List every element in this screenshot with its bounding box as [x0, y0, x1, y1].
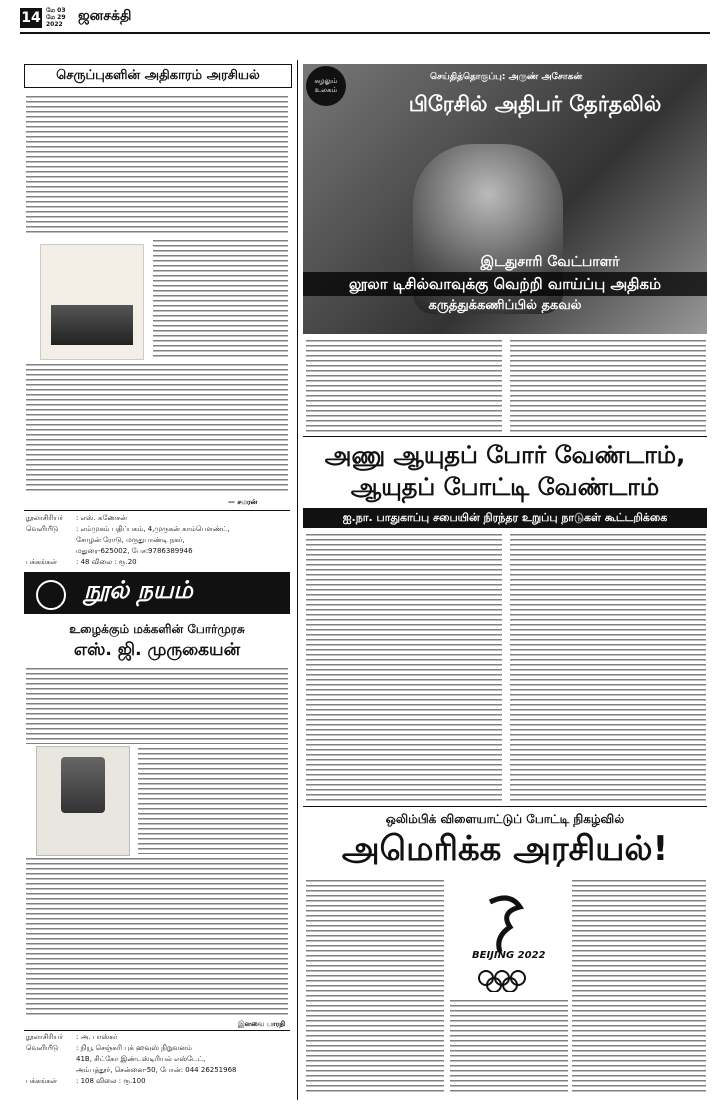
- meta-row: மதுரை-625002, பேச:9786389946: [76, 547, 193, 555]
- meta-row: வெளியீடு : எம்முகம் பதிப்பகம், 4,முருகன் காம்பௌண்ட்,: [26, 525, 230, 533]
- nuclear-top-rule: [303, 436, 707, 437]
- olympics-body-left: [306, 880, 444, 1094]
- olympics-body-right: [572, 880, 706, 1094]
- olympics-top-rule: [303, 806, 707, 807]
- brazil-body-right: [510, 340, 706, 432]
- brazil-headline: பிரேசில் அதிபர் தேர்தலில்: [408, 92, 662, 116]
- article1-author: — சமரன்: [228, 498, 258, 506]
- article1-title-box: [24, 64, 292, 88]
- article1-body-top: [26, 96, 288, 236]
- olympics-kicker: ஒலிம்பிக் விளையாட்டுப் போட்டி நிகழ்வில்: [385, 812, 625, 826]
- meta-row: அம்பத்தூர், சென்னை-50, போன்: 044 26251968: [76, 1066, 237, 1074]
- article2-meta: [26, 1032, 288, 1087]
- brazil-caption3: கருத்துக்கணிப்பில் தகவல்: [428, 298, 582, 313]
- article2-title-line2: எஸ். ஜி. முருகையன்: [73, 640, 241, 660]
- column-divider: [297, 60, 298, 1100]
- article2-body-top: [26, 668, 288, 744]
- meta-row: பக்கங்கள் : 108 விலை : ரூ.100: [26, 1077, 146, 1085]
- beijing-logo: [450, 882, 570, 992]
- world-badge: சுழலும் உலகம்: [306, 66, 346, 106]
- nuclear-headline-line1: அணு ஆயுதப் போர் வேண்டாம்,: [324, 441, 686, 469]
- meta1-top-rule: [24, 510, 290, 511]
- book-cover-illustration: [51, 305, 133, 345]
- book-cover-image: [40, 244, 144, 360]
- article1-meta: [26, 513, 288, 568]
- meta-row: பக்கங்கள் : 48 விலை : ரூ.20: [26, 558, 137, 566]
- article2-body-right: [138, 748, 288, 854]
- meta-row: நூலாசிரியர் : எஸ். கணேசன்: [26, 514, 128, 522]
- page-number: 14: [21, 10, 41, 26]
- meta-row: வெளியீடு : நியூ செஞ்சுரி புக் ஹவுஸ் நிறுவனம்: [26, 1044, 192, 1052]
- author-portrait: [61, 757, 105, 813]
- article2-author: இளவை பாரதி: [238, 1020, 286, 1028]
- brazil-caption1: இடதுசாரி வேட்பாளர்: [480, 254, 620, 270]
- book-logo-icon: [36, 580, 66, 610]
- meta-row: சோழன் ரோடு, மருதுபாண்டி நகர்,: [76, 536, 185, 544]
- article1-body-right: [153, 240, 288, 360]
- beijing-emblem-icon: [450, 882, 570, 992]
- meta-row: நூலாசிரியர் : அ. பாஸ்கர்: [26, 1033, 118, 1041]
- article2-body-bottom: [26, 858, 288, 1018]
- newspaper-name: ஜனசக்தி: [78, 8, 132, 24]
- nuclear-body-left: [306, 534, 502, 802]
- article2-title-line1: உழைக்கும் மக்களின் போர்முரசு: [69, 622, 245, 636]
- section-banner: [24, 572, 290, 614]
- book2-cover-image: [36, 746, 130, 856]
- nuclear-subhead: ஐ.நா. பாதுகாப்பு சபையின் நிரந்தர உறுப்பு நாடுகள் கூட்டறிக்கை: [303, 508, 707, 528]
- brazil-caption2: லூலா டிசில்வாவுக்கு வெற்றி வாய்ப்பு அதிகம்: [303, 272, 707, 296]
- meta2-top-rule: [24, 1030, 290, 1031]
- olympics-body-center: [450, 1000, 568, 1094]
- nuclear-headline-line2: ஆயுதப் போட்டி வேண்டாம்: [350, 473, 660, 501]
- issue-date: மே 03 மே 29 2022: [46, 7, 66, 28]
- article1-title: செருப்புகளின் அதிகாரம் அரசியல்: [56, 68, 260, 83]
- beijing-logo-text: BEIJING 2022: [472, 950, 546, 961]
- olympics-headline: அமெரிக்க அரசியல்!: [341, 829, 669, 869]
- brazil-byline: செய்தித்தொகுப்பு: அருண் அசோகன்: [430, 72, 583, 82]
- page-header: [20, 6, 710, 34]
- brazil-body-left: [306, 340, 502, 432]
- section-banner-title: நூல் நயம்: [84, 576, 193, 604]
- article1-body-bottom: [26, 364, 288, 494]
- meta-row: 41B, சிட்கோ இண்டஸ்டிரியல் எஸ்டேட்,: [76, 1055, 206, 1063]
- nuclear-body-right: [510, 534, 706, 802]
